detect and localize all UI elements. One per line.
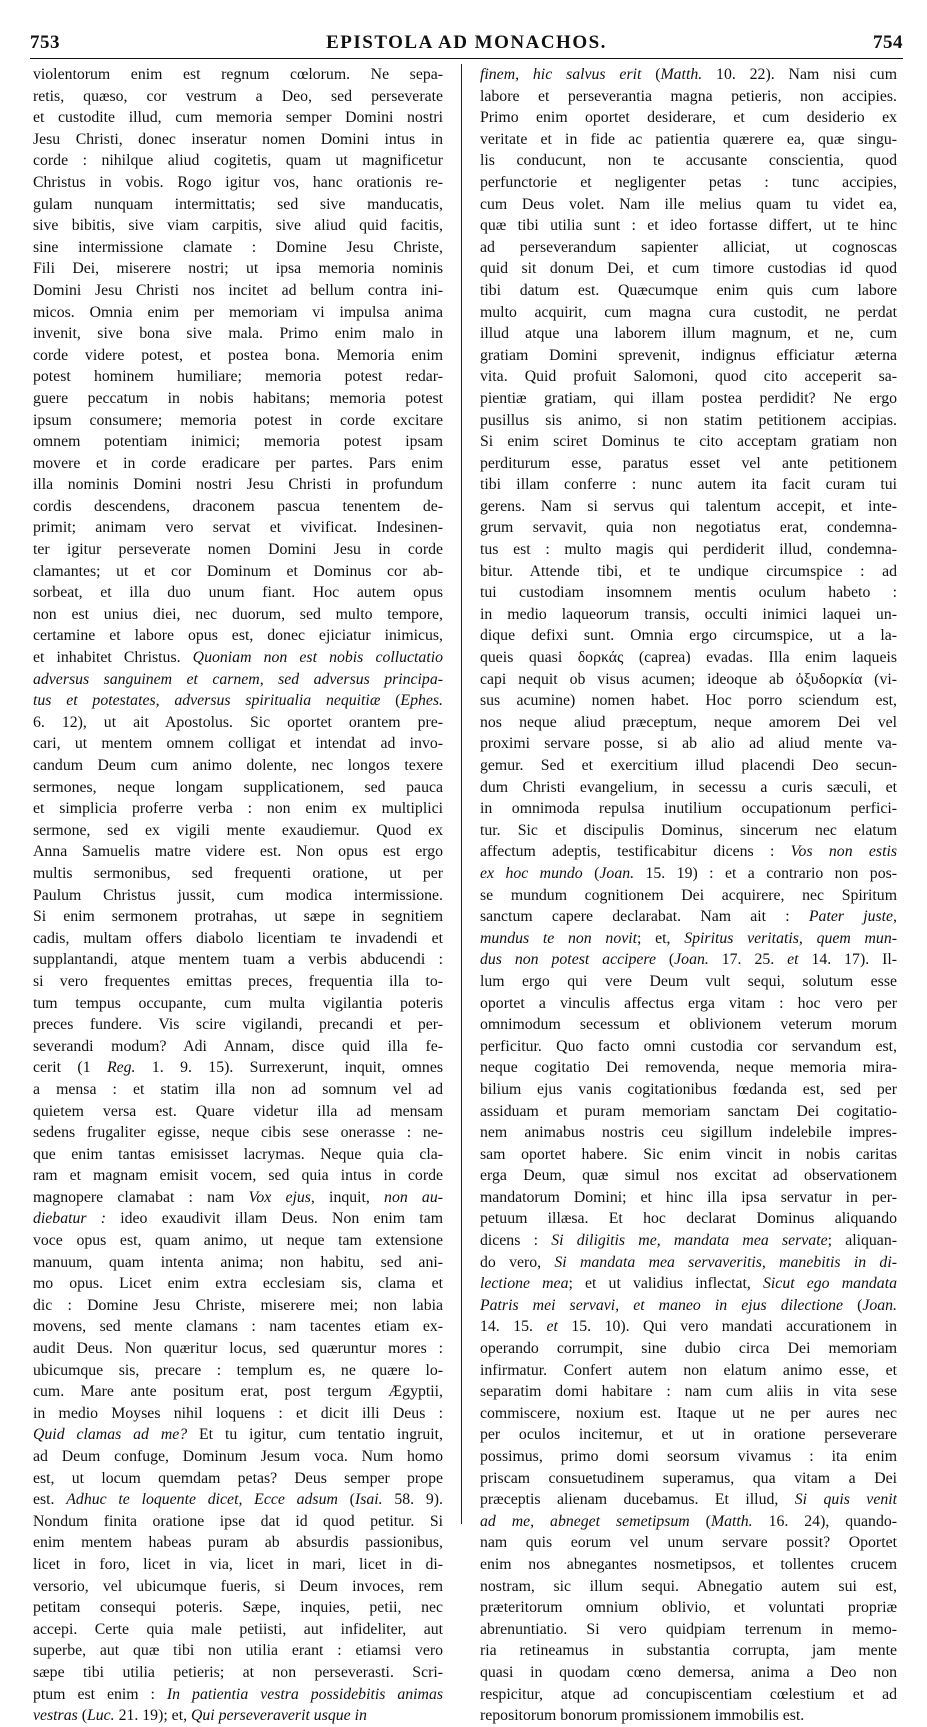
text-line: adversus sanguinem et carnem, sed adversus principa- <box>33 670 443 688</box>
text-line: dic : Domine Jesu Christe, miserere mei; non labia <box>33 1296 443 1314</box>
text-line: abrenuntiatio. Si vero quidpiam terrenum in memo- <box>480 1620 897 1638</box>
text-line: separatim domi habitare : nam cum aliis in vita sese <box>480 1383 897 1401</box>
text-line: erga Deum, quæ simul nos excitat ad observationem <box>480 1167 897 1185</box>
page-number-left: 753 <box>30 32 60 53</box>
text-line: clamantes; ut et cor Dominum et Dominus cor ab- <box>33 562 443 580</box>
text-line: Anna Samuelis matre videre est. Non opus est ergo <box>33 843 443 861</box>
text-line: possimus, primo domi seorsum vivamus : ita enim <box>480 1448 897 1465</box>
text-line: ubicumque sis, precare : templum es, ne quære lo- <box>33 1361 443 1379</box>
text-line: vita. Quid profuit Salomoni, quod cito acceperit sa- <box>480 368 897 386</box>
text-line: lum ergo qui vere Deum vult sequi, solutum esse <box>480 972 897 990</box>
text-line: Si enim sciret Dominus te cito acceptam gratiam non <box>480 433 897 451</box>
text-line: a mensa : et statim illa non ad somnum vel ad <box>33 1080 443 1098</box>
text-line: severandi modum? Adi Annam, disce quid illa fe- <box>33 1037 443 1055</box>
text-line: tur. Sic et discipulis Dominus, sincerum nec elatum <box>480 821 897 839</box>
text-line: per oculos incitemur, et ut in oratione perseverare <box>480 1426 897 1444</box>
text-line: do vero, Si mandata mea servaveritis, manebitis in di- <box>480 1253 897 1271</box>
text-line: tum tempus occupante, cum multa vigilantia poteris <box>33 994 443 1012</box>
text-line: sive bibitis, sive viam carpitis, sive aliud quid facitis, <box>33 217 443 235</box>
text-line: perficitur. Quo facto omni custodia cor servandum est, <box>480 1037 897 1055</box>
text-line: ter igitur perseverate nomen Domini Jesu in corde <box>33 541 443 559</box>
text-line: ad Deum confuge, Dominum Jesum voca. Num homo <box>33 1448 443 1465</box>
text-line: oportet a vinculis affectus erga vitam : hoc vero per <box>480 994 897 1012</box>
text-line: sam oportet habere. Sic enim vincit in nobis caritas <box>480 1145 897 1163</box>
text-line: dus non potest accipere (Joan. 17. 25. et 14. 17). Il- <box>480 951 897 969</box>
page-number-right: 754 <box>873 32 903 53</box>
text-line: sorbeat, et illa duo unum fiant. Hoc autem opus <box>33 584 443 602</box>
text-line: nam quis eorum vel unum servare possit? Oportet <box>480 1534 897 1552</box>
text-line: ad me, abneget semetipsum (Matth. 16. 24), quando- <box>480 1512 897 1530</box>
text-line: affectum adeptis, testificabitur dicens : Vos non estis <box>480 843 897 861</box>
text-line: ram et magnam emisit vocem, sed quia intus in corde <box>33 1167 443 1185</box>
text-line: movere et in corde eradicare per partes. Pars enim <box>33 454 443 472</box>
text-line: tibi datum est. Quæcumque enim quis cum labore <box>480 281 897 299</box>
text-line: sæpe tibi utilia petieris; at non perseverasti. Scri- <box>33 1663 443 1681</box>
text-line: magnopere clamabat : nam Vox ejus, inquit, non au- <box>33 1188 443 1206</box>
text-line: veritate et in fide ac patientia quærere ea, quæ singu- <box>480 130 897 148</box>
text-line: audit Deus. Non quæritur locus, sed quæruntur mores : <box>33 1340 443 1358</box>
text-line: corde : nihilque aliud cogitetis, quam ut magnificetur <box>33 152 443 170</box>
text-line: lis conducunt, non te accusante conscientia, quod <box>480 152 897 170</box>
text-line: bitur. Attende tibi, et te undique circumspice : ad <box>480 562 897 580</box>
text-line: quietem versa est. Quare videtur illa ad mensam <box>33 1102 443 1120</box>
text-line: capi nequit ob visus acumen; ideoque ab ὀξυδορκία (vi- <box>480 670 897 688</box>
text-line: ptum est enim : In patientia vestra possidebitis animas <box>33 1685 443 1703</box>
text-line: perditurum esse, paratus esset vel ante petitionem <box>480 454 897 472</box>
header-rule <box>30 58 903 59</box>
text-line: que enim tantas emisisset lacrymas. Neque quia cla- <box>33 1145 443 1163</box>
text-line: supplantandi, atque mentem tuam a verbis abducendi : <box>33 951 443 969</box>
text-line: et custodite illud, cum memoria semper Domini nostri <box>33 109 443 127</box>
text-line: dum Christi evangelium, in secessu a curis sæculi, et <box>480 778 897 796</box>
text-line: potest hominem humiliare; memoria potest redar- <box>33 368 443 386</box>
text-line: mundus te non novit; et, Spiritus veritatis, quem mun- <box>480 929 897 947</box>
text-line: voce opus est, quam animo, ut neque tam extensione <box>33 1232 443 1250</box>
text-line: ipsum consumere; memoria potest in corde excitare <box>33 411 443 429</box>
text-line: Quid clamas ad me? Et tu igitur, cum tentatio ingruit, <box>33 1426 443 1444</box>
text-line: multo acquirit, cum magna cura custodit, ne perdat <box>480 303 897 321</box>
text-line: cadis, multam offers diabolo licentiam te invadendi et <box>33 929 443 947</box>
text-line: Paulum Christus jussit, cum modica intermissione. <box>33 886 443 904</box>
text-line: cari, ut mentem omnem colligat et intendat ad invo- <box>33 735 443 753</box>
text-line: tui custodiam insomnem mentis oculum habeto : <box>480 584 897 602</box>
text-line: cum Deus volet. Nam ille melius quam tu videt ea, <box>480 195 897 213</box>
text-line: est, ut locum quemdam petas? Deus semper prope <box>33 1469 443 1487</box>
text-line: si vero frequentes emittas preces, frequentia illa to- <box>33 972 443 990</box>
text-line: neque cogitatio Dei removenda, neque memoria mira- <box>480 1059 897 1077</box>
text-line: commiscere, noxium est. Itaque ut ne per aures nec <box>480 1404 897 1422</box>
text-line: proximi servare posse, si ab alio ad aliud mente va- <box>480 735 897 753</box>
text-line: non est unius diei, nec duorum, sed multo tempore, <box>33 605 443 623</box>
text-line: 6. 12), ut ait Apostolus. Sic oportet orantem pre- <box>33 713 443 731</box>
text-line: violentorum enim est regnum cœlorum. Ne sepa- <box>33 66 443 83</box>
text-line: ad perseverandum sapienter alliciat, ut cognoscas <box>480 238 897 256</box>
text-line: Si enim sermonem protrahas, ut sæpe in segnitiem <box>33 908 443 926</box>
text-line: quasi in quodam cœno demersa, anima a Deo non <box>480 1663 897 1681</box>
text-line: lectione mea; et ut validius inflectat, Sicut ego mandata <box>480 1275 897 1293</box>
text-line: tus et potestates, adversus spiritualia nequitiæ (Ephes. <box>33 692 443 710</box>
text-line: licet in foro, licet in via, licet in mari, licet in di- <box>33 1555 443 1573</box>
text-line: in omnimoda repulsa inutilium occupationum perfici- <box>480 800 897 818</box>
text-line: gulam nunquam intermittatis; sed sive manducatis, <box>33 195 443 213</box>
text-line: petuum illæsa. Et hoc declarat Dominus aliquando <box>480 1210 897 1228</box>
text-line: superbe, aut quæ tibi non utilia erant : etiamsi vero <box>33 1642 443 1660</box>
text-line: est. Adhuc te loquente dicet, Ecce adsum (Isai. 58. 9). <box>33 1491 443 1509</box>
right-column <box>480 64 897 1727</box>
text-line: accepi. Certe quia male petiisti, aut infideliter, aut <box>33 1620 443 1638</box>
text-line: omnem potentiam inimici; memoria potest ipsam <box>33 433 443 451</box>
running-title: EPISTOLA AD MONACHOS. <box>326 32 607 53</box>
text-line: præceptis alienam ducebamus. Et illud, Si quis venit <box>480 1491 897 1509</box>
text-line: et inhabitet Christus. Quoniam non est nobis colluctatio <box>33 649 443 667</box>
text-line: dicens : Si diligitis me, mandata mea servate; aliquan- <box>480 1232 897 1250</box>
text-line: nem animabus nostris ceu sigillum indelebile impres- <box>480 1124 897 1142</box>
text-line: respicitur, atque ad concupiscentiam cœlestium et ad <box>480 1685 897 1703</box>
text-line: gerens. Nam si servus qui talentum accepit, et inte- <box>480 497 897 515</box>
text-line: Primo enim oportet desiderare, et cum desiderio ex <box>480 109 897 127</box>
text-line: mo opus. Licet enim extra ecclesiam sis, clama et <box>33 1275 443 1293</box>
text-line: tus est : multo magis qui perdiderit illud, condemna- <box>480 541 897 559</box>
text-line: certamine et labore opus est, donec ejiciatur inimicus, <box>33 627 443 645</box>
text-line: Nondum finita oratione ipse dat id quod petitur. Si <box>33 1512 443 1530</box>
text-line: candum Deum cum animo dolente, nec longos texere <box>33 757 443 774</box>
text-line: dique defixi sunt. Omnia ergo circumspice, ut a la- <box>480 627 897 645</box>
text-line: labore et perseverantia magna petieris, non accipies. <box>480 87 897 105</box>
text-line: diebatur : ideo exaudivit illam Deus. Non enim tam <box>33 1210 443 1228</box>
text-line: enim nos abnegantes nosmetipsos, et tollentes crucem <box>480 1555 897 1573</box>
text-line: petitam consequi poteris. Sæpe, inquies, petii, nec <box>33 1599 443 1617</box>
text-line: Domini Jesu Christi nos incitet ad bellum contra ini- <box>33 281 443 299</box>
text-line: guere peccatum in nobis habitans; memoria potest <box>33 389 443 407</box>
text-line: manuum, quam intenta anima; non habitu, sed ani- <box>33 1253 443 1271</box>
text-line: versorio, vel ubicumque fueris, si Deum invoces, rem <box>33 1577 443 1595</box>
text-line: gemur. Sed et exercitium illud placendi Deo secun- <box>480 757 897 774</box>
text-line: omnimodum secessum et oblivionem veterum morum <box>480 1016 897 1034</box>
running-head <box>30 32 903 56</box>
text-line: invenit, sive bona sive mala. Primo enim malo in <box>33 325 443 343</box>
text-line: micos. Omnia enim per memoriam vi impulsa anima <box>33 303 443 321</box>
text-line: et simplicia proferre verba : non enim ex multiplici <box>33 800 443 818</box>
text-line: sedens frugaliter egisse, neque cibis sese onerasse : ne- <box>33 1124 443 1142</box>
text-line: sermone, sed ex vigili mente exaudiemur. Quod ex <box>33 821 443 839</box>
text-line: operando corrumpit, sine dubio circa Dei memoriam <box>480 1340 897 1358</box>
text-line: assiduam et puram memoriam sanctam Dei cogitatio- <box>480 1102 897 1120</box>
text-line: finem, hic salvus erit (Matth. 10. 22). Nam nisi cum <box>480 66 897 83</box>
text-line: infirmatur. Confert autem non elatum animo esse, et <box>480 1361 897 1379</box>
text-line: pusillus sis animo, si non statim petitionem accipias. <box>480 411 897 429</box>
text-line: preces fundere. Vis scire vigilandi, precandi et per- <box>33 1016 443 1034</box>
text-line: Jesu Christi, donec inseratur nomen Domini intus in <box>33 130 443 148</box>
text-line: ria retineamus in substantia corrupta, jam mente <box>480 1642 897 1660</box>
text-line: vestras (Luc. 21. 19); et, Qui perseveraverit usque in <box>33 1707 367 1725</box>
text-line: tibi illam conferre : nunc autem ita facit curam tui <box>480 476 897 494</box>
text-line: gratiam Domini sprevenit, indignus efficiatur æterna <box>480 346 897 364</box>
text-line: Fili Dei, miserere nostri; ut ipsa memoria nominis <box>33 260 443 278</box>
text-line: Patris mei servavi, et maneo in ejus dilectione (Joan. <box>480 1296 897 1314</box>
text-line: retis, quæso, cor vestrum a Deo, sed perseverate <box>33 87 443 105</box>
text-line: mandatorum Domini; et hinc illa ipsa servatur in per- <box>480 1188 897 1206</box>
text-line: enim mentem habeas puram ab absurdis passionibus, <box>33 1534 443 1552</box>
text-line: grum servavit, quia non negotiatus erat, condemna- <box>480 519 897 537</box>
text-line: movens, sed mente clamans : nam tacentes etiam ex- <box>33 1318 443 1336</box>
text-line: Christus in vobis. Rogo igitur vos, hanc orationis re- <box>33 173 443 191</box>
text-line: cerit (1 Reg. 1. 9. 15). Surrexerunt, inquit, omnes <box>33 1059 443 1077</box>
text-line: se mundum cognitionem Dei acquirere, nec Spiritum <box>480 886 897 904</box>
text-line: 14. 15. et 15. 10). Qui vero mandati accurationem in <box>480 1318 897 1336</box>
text-line: sanctum capere declarabat. Nam ait : Pater juste, <box>480 908 897 926</box>
text-line: bilium ejus vanis cogitationibus fœdanda est, sed per <box>480 1080 897 1098</box>
text-line: sermones, neque longam supplicationem, sed pauca <box>33 778 443 796</box>
text-line: in medio laqueorum transis, occulti inimici laquei un- <box>480 605 897 623</box>
text-line: multis sermonibus, sed frequenti oratione, ut per <box>33 864 443 882</box>
text-line: repositorum bonorum promissionem immobilis est. <box>480 1707 805 1725</box>
text-line: nos neque aliud præceptum, neque amorem Dei vel <box>480 713 897 731</box>
text-line: in medio Moyses nihil loquens : et dicit illi Deus : <box>33 1404 443 1422</box>
left-column <box>33 64 443 1727</box>
text-line: nostram, sic illum sequi. Abnegatio autem sui est, <box>480 1577 897 1595</box>
text-line: illa nominis Domini nostri Jesu Christi in profundum <box>33 476 443 494</box>
text-line: sus acumine) nomen habet. Hoc porro sciendum est, <box>480 692 897 710</box>
text-line: præteritorum omnium oblivio, et voluntati propriæ <box>480 1599 897 1617</box>
text-line: quæ tibi utilia sunt : et ideo fortasse differt, ut te hinc <box>480 217 897 235</box>
text-line: cordis descendens, draconem pascua tenentem de- <box>33 497 443 515</box>
text-line: ex hoc mundo (Joan. 15. 19) : et a contrario non pos- <box>480 864 897 882</box>
text-line: perfunctorie et negligenter petas : tunc accipies, <box>480 173 897 191</box>
column-divider <box>461 64 462 1524</box>
text-line: sine intermissione clamate : Domine Jesu Christe, <box>33 238 443 256</box>
text-line: illud atque una laborem illum magnum, et ne, cum <box>480 325 897 343</box>
text-line: priscam consuetudinem superamus, qua vitam a Dei <box>480 1469 897 1487</box>
text-line: primit; animam vero servat et vivificat. Indesinen- <box>33 519 443 537</box>
text-line: corde videre potest, et postea bona. Memoria enim <box>33 346 443 364</box>
text-line: quid sit donum Dei, et cum timore custodias id quod <box>480 260 897 278</box>
text-line: pientiæ gratiam, qui illam postea perdidit? Ne ergo <box>480 389 897 407</box>
text-line: cum. Mare ante positum erat, post tergum Ægyptii, <box>33 1383 443 1401</box>
text-line: queis quasi δορκάς (caprea) evadas. Illa enim laqueis <box>480 649 897 667</box>
